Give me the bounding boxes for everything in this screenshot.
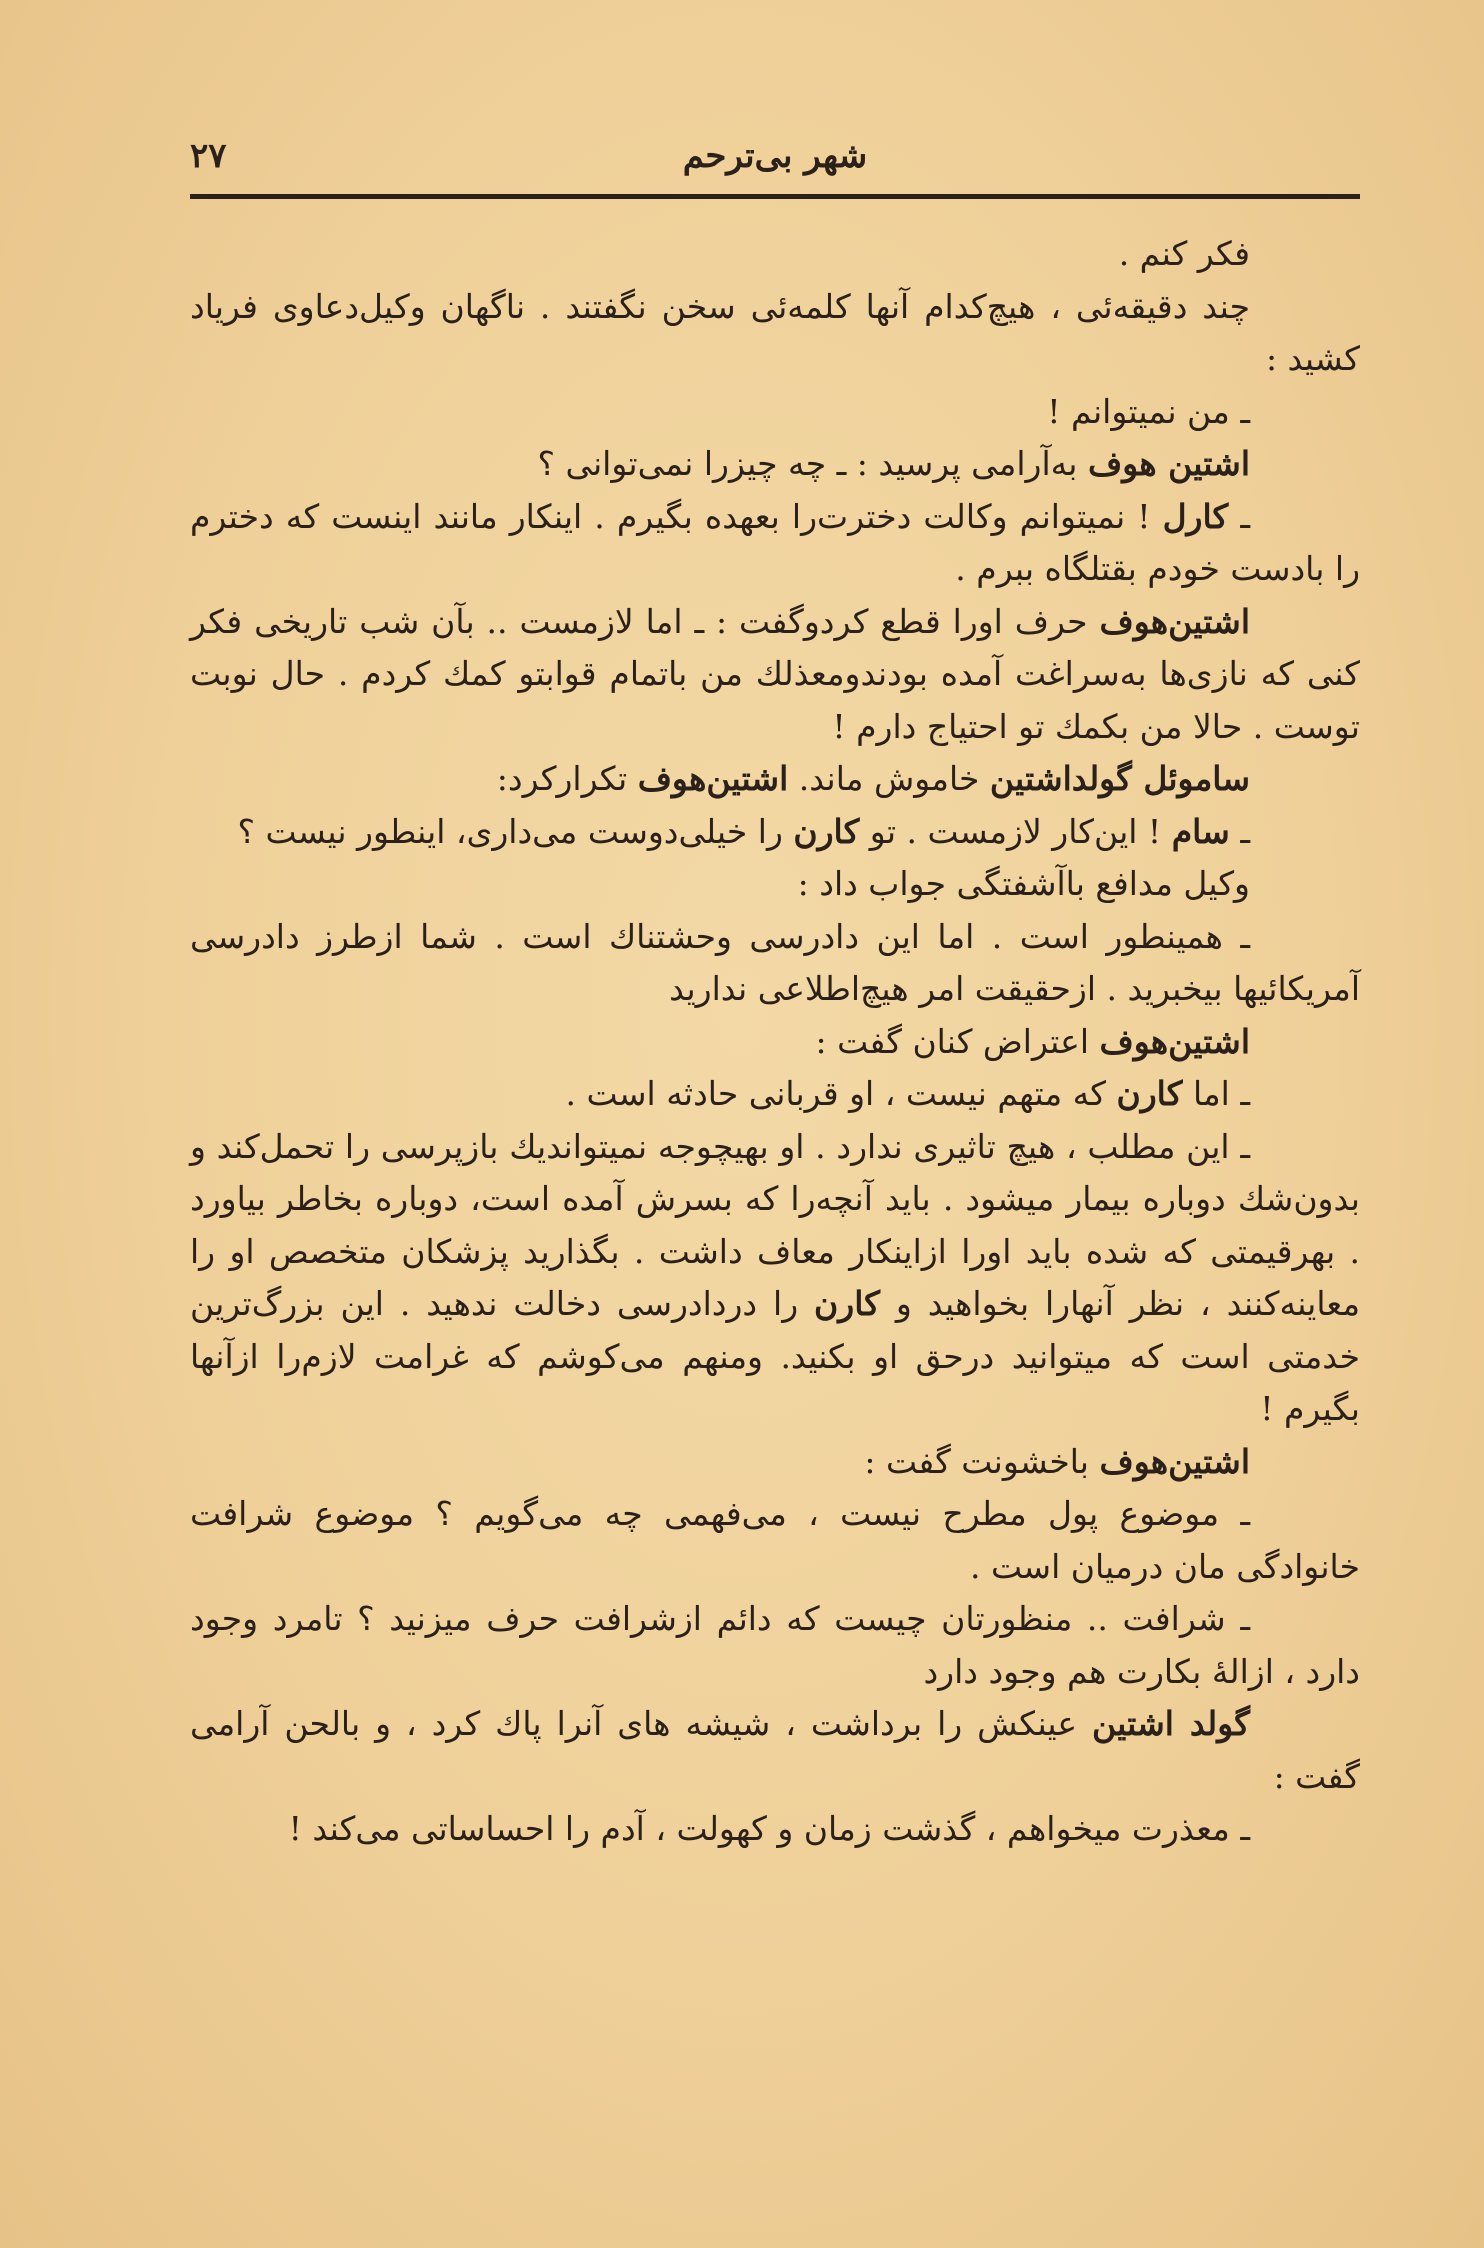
running-title: شهر بی‌ترحم	[682, 136, 868, 176]
page-number: ۲۷	[190, 136, 227, 176]
text-run: ـ من نمیتوانم !	[1047, 391, 1250, 431]
paragraph	[190, 491, 1360, 596]
body-text	[190, 228, 1360, 1856]
paragraph	[190, 753, 1360, 806]
text-run: را خیلی‌دوست می‌داری، اینطور نیست ؟	[237, 811, 794, 851]
text-run: ـ معذرت میخواهم ، گذشت زمان و کهولت ، آدم را احساساتی می‌کند !	[288, 1809, 1250, 1848]
text-run: ! نمیتوانم وکالت دخترت‌را بعهده بگیرم . اینکار مانند اینست که دخترم را بادست خودم بقتلگاه ببرم .	[190, 496, 1360, 588]
character-name: اشتین‌هوف	[637, 759, 789, 798]
text-run: را دردادرسی دخالت ندهید . این بزرگ‌ترین خدمتی است که میتوانید درحق او بکنید. ومنهم می‌کوشم که غرامت لازم‌را ازآنها بگیرم !	[190, 1284, 1360, 1428]
paragraph	[190, 1803, 1360, 1856]
text-run: عینکش را برداشت ، شیشه های آنرا پاك کرد ، و بالحن آرامی گفت :	[190, 1704, 1360, 1796]
character-name: سام	[1171, 811, 1230, 851]
paragraph	[190, 438, 1360, 491]
paragraph	[190, 1121, 1360, 1436]
text-run: ! این‌کار لازمست . تو	[859, 811, 1172, 851]
paragraph	[190, 858, 1360, 911]
text-run: ـ موضوع پول مطرح نیست ، می‌فهمی چه می‌گویم ؟ موضوع شرافت خانوادگی مان درمیان است .	[190, 1494, 1360, 1586]
character-name: کارن	[793, 811, 860, 851]
text-run: خاموش ماند.	[788, 759, 990, 798]
text-run: ـ همینطور است . اما این دادرسی وحشتناك است . شما ازطرز دادرسی آمریکائیها بیخبرید . ازحقیقت امر هیچ‌اطلاعی ندارید	[190, 916, 1360, 1008]
text-run: تکرارکرد:	[496, 759, 638, 798]
text-run: چند دقیقه‌ئی ، هیچ‌کدام آنها کلمه‌ئی سخن نگفتند . ناگهان وکیل‌دعاوی فریاد کشید :	[190, 286, 1360, 378]
text-run: حرف اورا قطع کردوگفت : ـ اما لازمست .. بآن شب تاریخی فکر کنی که نازی‌ها به‌سراغت آمده بودندومعذلك من باتمام قوابتو کمك کردم . حال نوبت توست . حالا من بکمك تو احتیاج دارم !	[190, 601, 1360, 746]
character-name: اشتین‌هوف	[1099, 601, 1250, 641]
character-name: کارل	[1162, 496, 1229, 536]
paragraph	[190, 806, 1360, 859]
text-run: که متهم نیست ، او قربانی حادثه است .	[565, 1074, 1117, 1113]
paragraph	[190, 911, 1360, 1016]
character-name: اشتین هوف	[1087, 444, 1250, 483]
paragraph	[190, 1698, 1360, 1803]
text-run: باخشونت گفت :	[864, 1441, 1100, 1481]
page-header	[190, 130, 1360, 186]
paragraph	[190, 228, 1360, 281]
text-run: ـ اما	[1182, 1074, 1250, 1113]
paragraph	[190, 1593, 1360, 1698]
paragraph	[190, 1488, 1360, 1593]
text-run: ـ	[1229, 811, 1250, 851]
character-name: ساموئل گولداشتین	[989, 759, 1250, 798]
paragraph	[190, 1016, 1360, 1069]
character-name: اشتین‌هوف	[1099, 1021, 1250, 1061]
text-run: اعتراض کنان گفت :	[815, 1021, 1100, 1061]
paragraph	[190, 1068, 1360, 1121]
paragraph	[190, 596, 1360, 754]
text-run: فکر کنم .	[1118, 234, 1250, 273]
text-run: وکیل مدافع باآشفتگی جواب داد :	[797, 864, 1250, 903]
text-run: ـ	[1228, 496, 1250, 536]
character-name: گولد اشتین	[1092, 1704, 1250, 1743]
paragraph	[190, 281, 1360, 386]
text-run: ـ این مطلب ، هیچ تاثیری ندارد . او بهیچوجه نمیتواندیك بازپرسی را تحمل‌کند و بدون‌شك دوباره بیمار میشود . باید آنچه‌را که بسرش آمده است، دوباره بخاطر بیاورد . بهرقیمتی که شده باید اورا ازاینکار معاف داشت . بگذارید پزشکان متخصص او را معاینه‌کنند ، نظر آنهارا بخواهید و	[190, 1126, 1361, 1323]
character-name: کارن	[814, 1284, 880, 1323]
header-rule	[190, 194, 1360, 199]
character-name: اشتین‌هوف	[1099, 1441, 1250, 1481]
text-run: ـ شرافت .. منظورتان چیست که دائم ازشرافت حرف میزنید ؟ تامرد وجود دارد ، ازالهٔ بکارت هم وجود دارد	[190, 1599, 1360, 1691]
character-name: کارن	[1116, 1074, 1183, 1113]
paragraph	[190, 1436, 1360, 1489]
paragraph	[190, 386, 1360, 439]
text-run: به‌آرامی پرسید : ـ چه چیزرا نمی‌توانی ؟	[537, 444, 1088, 483]
